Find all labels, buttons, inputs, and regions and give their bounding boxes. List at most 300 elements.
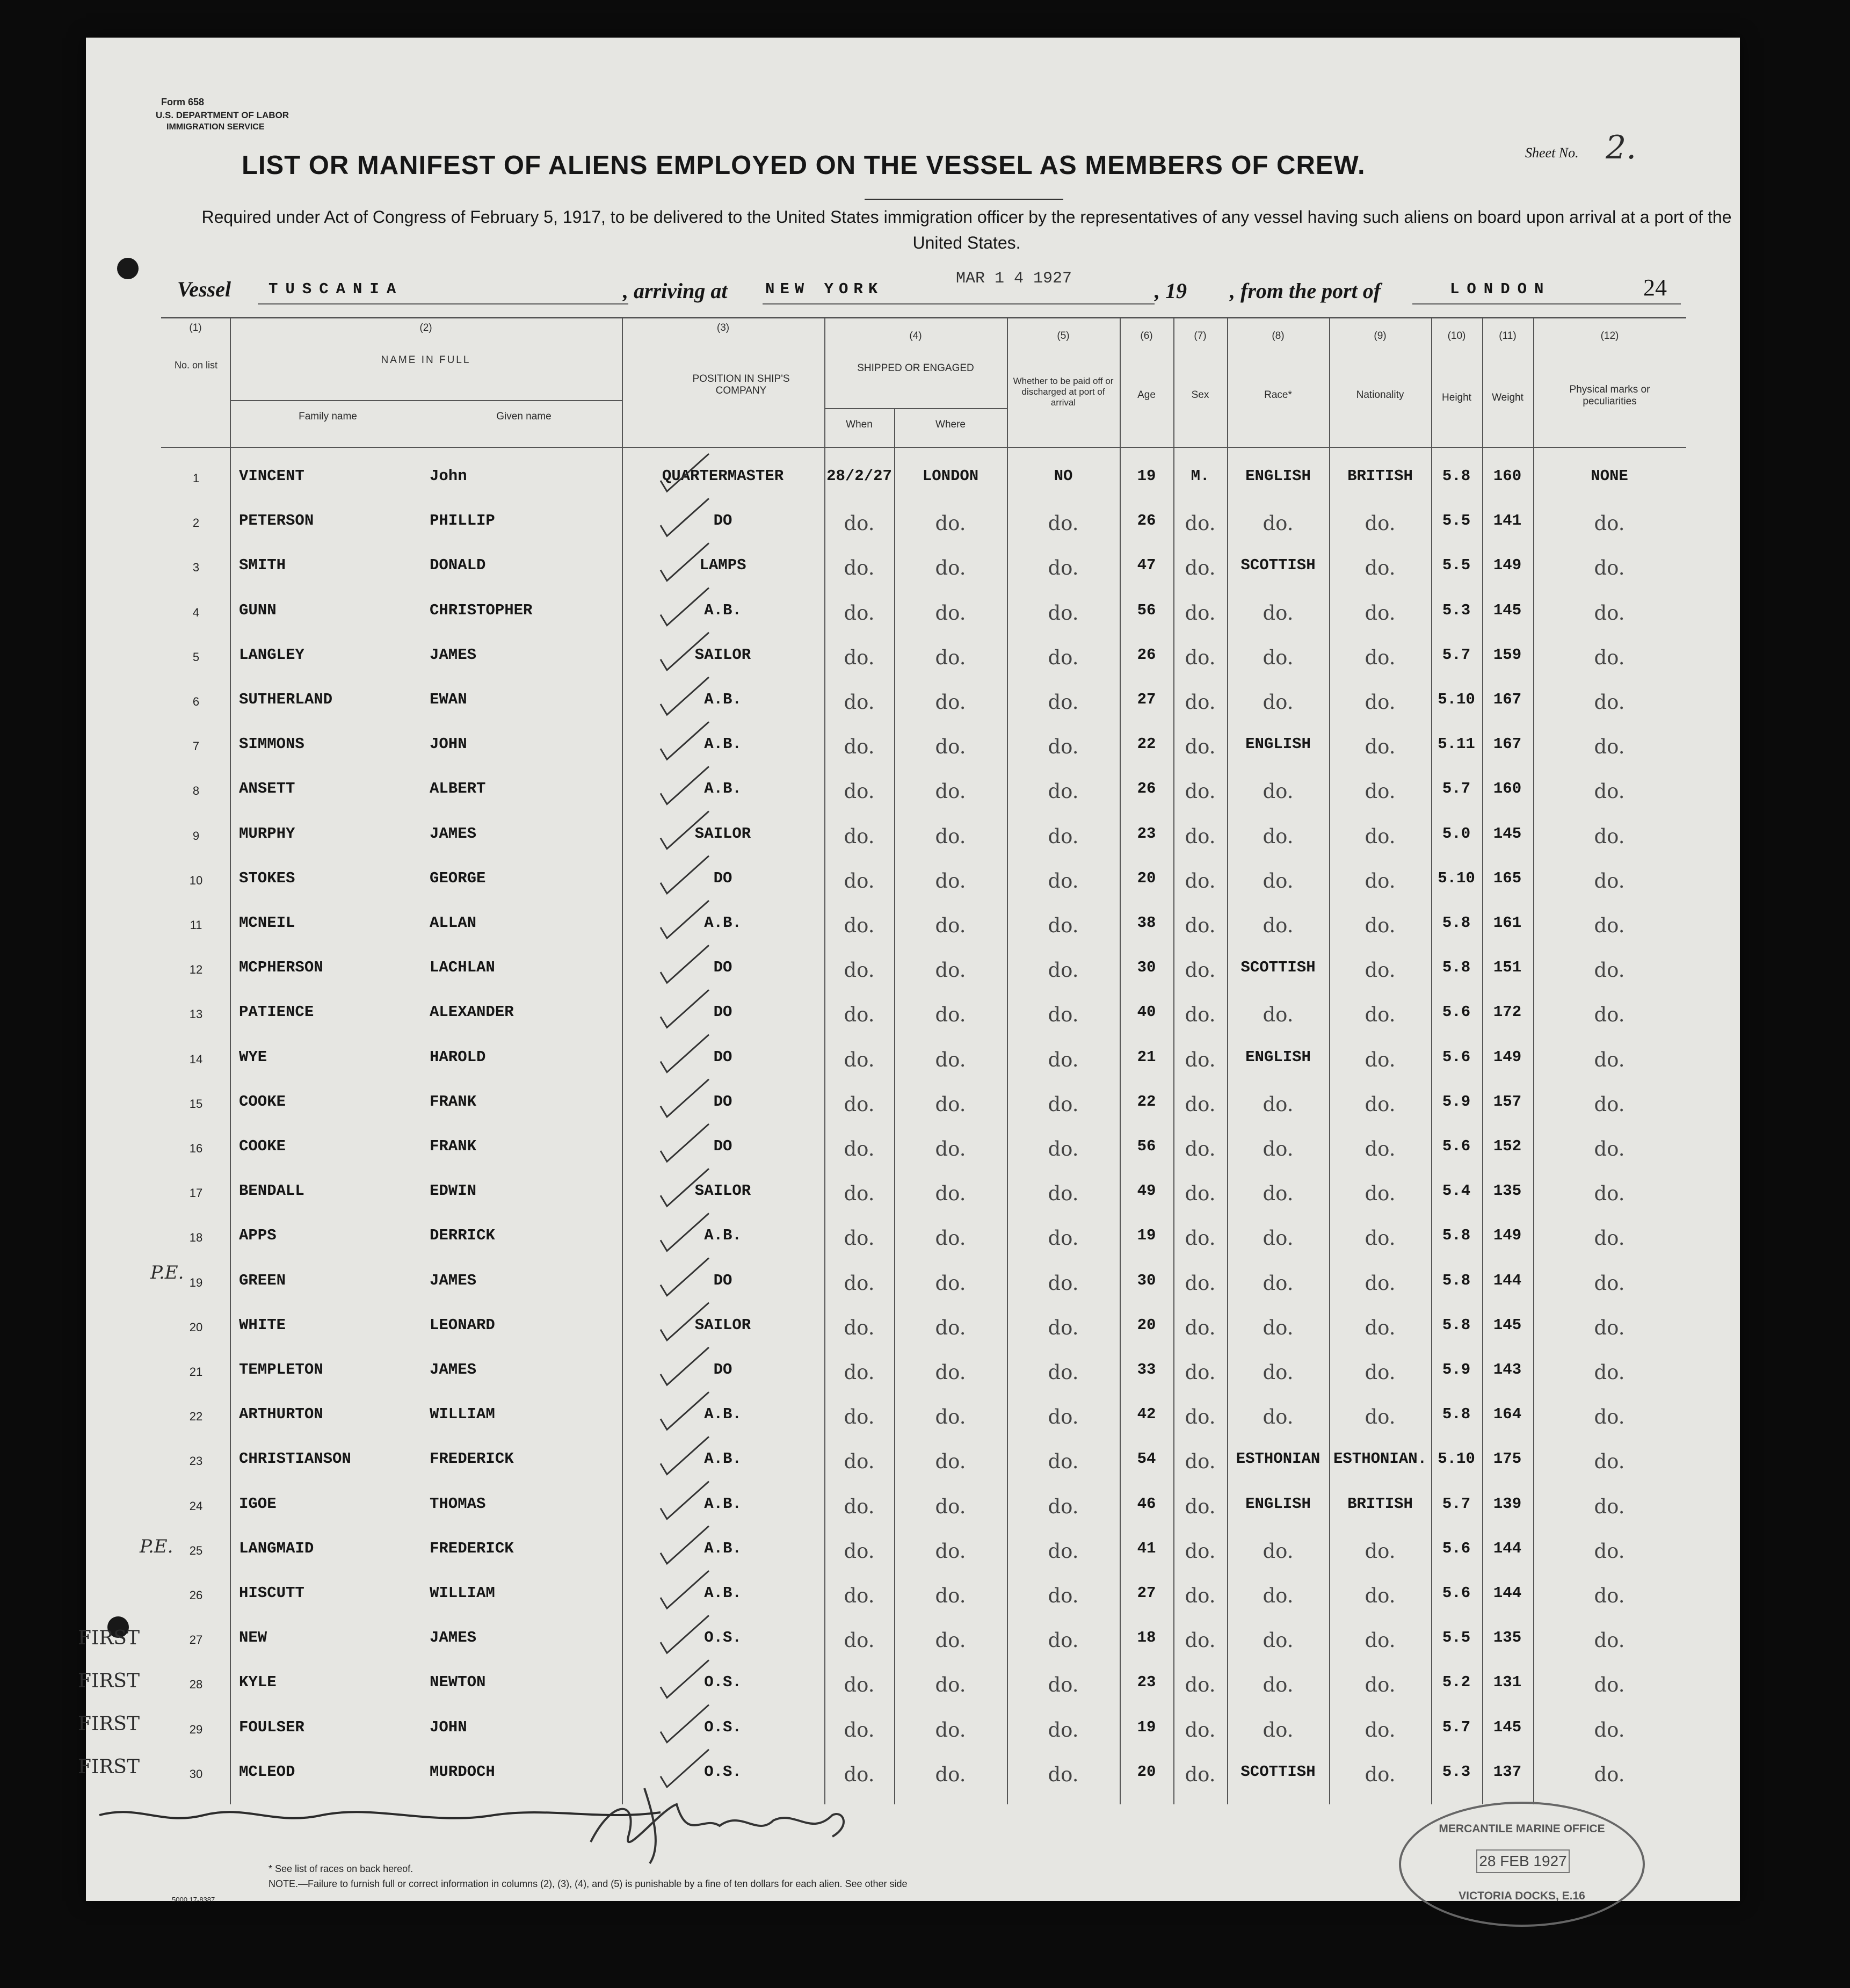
paid-off: do. [1048,1629,1079,1652]
row-number: 30 [189,1767,203,1781]
sex: do. [1185,1361,1216,1384]
paid-off: do. [1048,869,1079,893]
nationality: do. [1365,1405,1396,1429]
sex: do. [1185,1003,1216,1027]
age: 46 [1137,1494,1156,1513]
check-mark [661,1124,709,1162]
weight: 144 [1493,1584,1522,1602]
race: do. [1263,1629,1294,1652]
nationality: do. [1365,1048,1396,1071]
port-rule [763,303,1155,304]
position: O.S. [704,1762,742,1781]
check-mark [661,1347,709,1385]
sex: do. [1185,959,1216,982]
shipped-when: do. [844,1629,875,1652]
row-number: 28 [189,1678,203,1692]
shipped-where: do. [935,824,966,848]
print-code: 5000 17-8387 [172,1896,215,1904]
shipped-when: do. [844,1271,875,1295]
col2-header: NAME IN FULL [381,354,471,366]
physical-marks: do. [1594,512,1625,535]
row-number: 11 [190,918,202,932]
position: O.S. [704,1718,742,1736]
shipped-when: do. [844,1584,875,1607]
height: 5.5 [1442,512,1471,530]
height: 5.9 [1442,1092,1471,1111]
given-name: THOMAS [430,1494,486,1513]
row-number: 2 [192,516,200,530]
shipped-when: do. [844,1227,875,1250]
physical-marks: do. [1594,1450,1625,1474]
check-mark [661,633,709,670]
race: do. [1263,1361,1294,1384]
shipped-subheader-rule [824,408,1007,409]
check-mark [661,543,709,581]
position: SAILOR [694,645,751,664]
age: 54 [1137,1450,1156,1468]
physical-marks: do. [1594,1048,1625,1071]
family-name: PETERSON [239,512,314,530]
check-mark [661,766,709,804]
race: do. [1263,869,1294,893]
paid-off: do. [1048,1405,1079,1429]
weight: 161 [1493,914,1522,932]
row-number: 22 [189,1410,203,1424]
sex: do. [1185,1539,1216,1563]
physical-marks: do. [1594,824,1625,848]
weight: 145 [1493,1718,1522,1736]
col6-number: (6) [1140,330,1153,342]
weight: 172 [1493,1003,1522,1021]
height: 5.8 [1442,1316,1471,1334]
age: 22 [1137,735,1156,753]
row-number: 23 [189,1454,203,1468]
given-name: WILLIAM [430,1584,495,1602]
sex: do. [1185,1450,1216,1474]
family-name: COOKE [239,1137,286,1155]
col8-header: Race* [1264,389,1292,401]
given-name: DERRICK [430,1227,495,1245]
weight: 159 [1493,645,1522,664]
punch-hole [117,258,139,279]
age: 41 [1137,1539,1156,1557]
height: 5.8 [1442,467,1471,485]
nationality: do. [1365,1316,1396,1339]
row-number: 24 [189,1499,203,1513]
position: DO [713,512,732,530]
height: 5.5 [1442,1629,1471,1647]
given-name: LEONARD [430,1316,495,1334]
office-stamp [1399,1802,1645,1927]
family-name: SUTHERLAND [239,691,333,708]
age: 27 [1137,691,1156,708]
weight: 145 [1493,824,1522,843]
position: DO [713,1003,732,1021]
weight: 157 [1493,1092,1522,1111]
race: SCOTTISH [1240,1762,1316,1781]
sex: do. [1185,735,1216,759]
physical-marks: do. [1594,1718,1625,1742]
col1-number: (1) [189,322,202,333]
shipped-when: do. [844,1673,875,1697]
race: do. [1263,1003,1294,1027]
department: U.S. DEPARTMENT OF LABOR [156,110,289,120]
shipped-when: do. [844,1718,875,1742]
weight: 151 [1493,959,1522,977]
sex: do. [1185,780,1216,803]
col4-number: (4) [909,330,922,342]
shipped-when: do. [844,824,875,848]
shipped-when: 28/2/27 [826,467,892,485]
position: A.B. [704,735,742,753]
nationality: ESTHONIAN. [1333,1450,1427,1468]
race: do. [1263,914,1294,937]
family-name: MURPHY [239,824,295,843]
given-name: MURDOCH [430,1762,495,1781]
height: 5.5 [1442,556,1471,575]
sex: do. [1185,1092,1216,1116]
given-name: FREDERICK [430,1539,514,1557]
check-mark [661,856,709,894]
stamp-date: 28 FEB 1927 [1476,1849,1570,1873]
col10-header: Height [1442,392,1471,403]
given-name: JAMES [430,1629,477,1647]
physical-marks: do. [1594,1003,1625,1027]
shipped-when: do. [844,1003,875,1027]
paid-off: do. [1048,1182,1079,1206]
vessel-name: TUSCANIA [269,280,404,298]
physical-marks: do. [1594,1092,1625,1116]
given-name: FREDERICK [430,1450,514,1468]
nationality: do. [1365,824,1396,848]
shipped-where: do. [935,691,966,714]
row-number: 12 [189,963,203,977]
col7-header: Sex [1191,389,1209,401]
race: do. [1263,1092,1294,1116]
col6-header: Age [1137,389,1156,401]
height: 5.7 [1442,645,1471,664]
paid-off: do. [1048,1450,1079,1474]
vessel-label: Vessel [177,277,231,301]
page-number: 24 [1643,274,1667,301]
physical-marks: do. [1594,780,1625,803]
nationality: do. [1365,1718,1396,1742]
col-divider [1329,317,1330,1804]
age: 30 [1137,959,1156,977]
age: 38 [1137,914,1156,932]
shipped-when: do. [844,1450,875,1474]
row-number: 25 [189,1543,203,1557]
height: 5.8 [1442,1405,1471,1424]
weight: 145 [1493,601,1522,619]
footnote: * See list of races on back hereof. [269,1863,413,1874]
check-mark [661,1660,709,1697]
shipped-when: do. [844,780,875,803]
physical-marks: do. [1594,1405,1625,1429]
shipped-where: do. [935,735,966,759]
sex: do. [1185,1182,1216,1206]
physical-marks: do. [1594,1584,1625,1607]
height: 5.4 [1442,1182,1471,1200]
nationality: do. [1365,556,1396,580]
family-name: STOKES [239,869,295,887]
col-divider [1482,317,1483,1804]
weight: 149 [1493,1227,1522,1245]
family-name: VINCENT [239,467,304,485]
row-number: 20 [189,1320,203,1334]
family-name: PATIENCE [239,1003,314,1021]
sex: do. [1185,1718,1216,1742]
height: 5.8 [1442,1227,1471,1245]
given-name: ALEXANDER [430,1003,514,1021]
row-number: 16 [189,1142,203,1155]
paid-off: do. [1048,691,1079,714]
sheet-number: 2. [1606,129,1637,166]
check-mark [661,454,709,491]
check-mark [661,1526,709,1564]
given-name: CHRISTOPHER [430,601,533,619]
row-number: 1 [192,471,200,485]
check-mark [661,990,709,1027]
given-name: John [430,467,467,485]
nationality: do. [1365,1361,1396,1384]
paid-off: do. [1048,1673,1079,1697]
family-name: HISCUTT [239,1584,304,1602]
shipped-where: do. [935,1762,966,1786]
height: 5.10 [1438,869,1475,887]
arrival-port: NEW YORK [765,280,883,298]
col-divider [824,317,825,1804]
shipped-when: do. [844,869,875,893]
row-number: 8 [192,784,200,798]
age: 20 [1137,1762,1156,1781]
row-number: 10 [189,873,203,887]
paid-off: do. [1048,1584,1079,1607]
position: LAMPS [699,556,746,575]
height: 5.3 [1442,601,1471,619]
paid-off: do. [1048,556,1079,580]
weight: 149 [1493,1048,1522,1066]
arrival-date-stamp: MAR 1 4 1927 [956,270,1072,288]
position: DO [713,1137,732,1155]
vessel-rule [258,303,628,304]
height: 5.10 [1438,691,1475,708]
nationality: do. [1365,735,1396,759]
shipped-where: do. [935,1450,966,1474]
check-mark [661,1303,709,1340]
table-top-border [161,317,1686,318]
row-number: 15 [189,1097,203,1111]
physical-marks: do. [1594,1361,1625,1384]
col-divider [1227,317,1228,1804]
race: do. [1263,601,1294,625]
check-mark [661,1482,709,1519]
age: 26 [1137,512,1156,530]
col8-number: (8) [1272,330,1285,342]
age: 33 [1137,1361,1156,1378]
weight: 165 [1493,869,1522,887]
weight: 167 [1493,735,1522,753]
shipped-when: do. [844,691,875,714]
weight: 164 [1493,1405,1522,1424]
position: A.B. [704,1450,742,1468]
sex: do. [1185,1494,1216,1518]
nationality: do. [1365,869,1396,893]
col9-header: Nationality [1356,389,1404,401]
physical-marks: do. [1594,1494,1625,1518]
sex: do. [1185,824,1216,848]
weight: 141 [1493,512,1522,530]
shipped-where: do. [935,869,966,893]
check-mark [661,1258,709,1296]
paid-off: do. [1048,1048,1079,1071]
check-mark [661,901,709,938]
nationality: do. [1365,1137,1396,1160]
weight: 131 [1493,1673,1522,1692]
family-name: ANSETT [239,780,295,798]
nationality: do. [1365,780,1396,803]
age: 49 [1137,1182,1156,1200]
race: ENGLISH [1245,1048,1311,1066]
stamp-office: MERCANTILE MARINE OFFICE [1439,1823,1605,1835]
weight: 160 [1493,780,1522,798]
paid-off: do. [1048,780,1079,803]
physical-marks: do. [1594,691,1625,714]
paid-off: do. [1048,1762,1079,1786]
paid-off: do. [1048,1271,1079,1295]
height: 5.6 [1442,1048,1471,1066]
position: SAILOR [694,824,751,843]
check-mark [661,588,709,626]
paid-off: do. [1048,1227,1079,1250]
table-header-border [161,447,1686,448]
position: DO [713,1271,732,1289]
weight: 144 [1493,1539,1522,1557]
margin-note-pe: P.E. [140,1536,173,1557]
position: DO [713,869,732,887]
age: 22 [1137,1092,1156,1111]
sex: do. [1185,512,1216,535]
family-name: MCPHERSON [239,959,323,977]
row-number: 18 [189,1231,203,1245]
shipped-where: LONDON [922,467,979,485]
physical-marks: do. [1594,1762,1625,1786]
col12-number: (12) [1600,330,1619,342]
race: ENGLISH [1245,467,1311,485]
weight: 135 [1493,1629,1522,1647]
position: A.B. [704,914,742,932]
check-mark [661,811,709,849]
paid-off: do. [1048,1361,1079,1384]
sex: do. [1185,1629,1216,1652]
physical-marks: do. [1594,914,1625,937]
age: 26 [1137,645,1156,664]
height: 5.8 [1442,959,1471,977]
stamp-location: VICTORIA DOCKS, E.16 [1459,1890,1585,1902]
col11-header: Weight [1492,392,1523,403]
age: 21 [1137,1048,1156,1066]
nationality: do. [1365,1584,1396,1607]
paid-off: do. [1048,1494,1079,1518]
shipped-where: do. [935,1003,966,1027]
sex: do. [1185,869,1216,893]
physical-marks: do. [1594,556,1625,580]
from-port: LONDON [1450,280,1551,298]
age: 20 [1137,1316,1156,1334]
height: 5.6 [1442,1137,1471,1155]
age: 26 [1137,780,1156,798]
nationality: do. [1365,512,1396,535]
sex: do. [1185,1405,1216,1429]
col-divider [1007,317,1008,1804]
race: SCOTTISH [1240,556,1316,575]
col-divider [1533,317,1534,1804]
position: A.B. [704,691,742,708]
weight: 145 [1493,1316,1522,1334]
family-name: SIMMONS [239,735,304,753]
check-mark [661,677,709,715]
sex: do. [1185,691,1216,714]
height: 5.6 [1442,1539,1471,1557]
shipped-where: do. [935,1271,966,1295]
row-number: 19 [189,1275,203,1289]
physical-marks: NONE [1591,467,1628,485]
paid-off: do. [1048,959,1079,982]
age: 42 [1137,1405,1156,1424]
family-name: WYE [239,1048,267,1066]
shipped-where: do. [935,914,966,937]
given-name: FRANK [430,1137,477,1155]
title-rule [865,199,1063,200]
height: 5.9 [1442,1361,1471,1378]
check-mark [661,1079,709,1117]
height: 5.10 [1438,1450,1475,1468]
nationality: do. [1365,691,1396,714]
position: A.B. [704,780,742,798]
col-divider [230,317,231,1804]
age: 56 [1137,601,1156,619]
shipped-where: do. [935,1048,966,1071]
shipped-when: do. [844,1762,875,1786]
arriving-label: , arriving at [623,279,728,303]
position: O.S. [704,1673,742,1692]
height: 5.8 [1442,1271,1471,1289]
height: 5.6 [1442,1003,1471,1021]
service: IMMIGRATION SERVICE [166,122,265,132]
nationality: do. [1365,1539,1396,1563]
height: 5.7 [1442,780,1471,798]
col7-number: (7) [1194,330,1207,342]
given-name: LACHLAN [430,959,495,977]
paid-off: do. [1048,1137,1079,1160]
height: 5.6 [1442,1584,1471,1602]
check-mark [661,722,709,759]
nationality: do. [1365,1092,1396,1116]
physical-marks: do. [1594,869,1625,893]
margin-note-first: FIRST [78,1756,140,1778]
physical-marks: do. [1594,601,1625,625]
shipped-when: do. [844,645,875,669]
race: do. [1263,1182,1294,1206]
family-name: LANGMAID [239,1539,314,1557]
weight: 160 [1493,467,1522,485]
row-number: 5 [192,650,200,664]
sex: do. [1185,556,1216,580]
shipped-when: do. [844,1494,875,1518]
given-name: JAMES [430,645,477,664]
shipped-when: do. [844,1316,875,1339]
shipped-where: do. [935,1137,966,1160]
